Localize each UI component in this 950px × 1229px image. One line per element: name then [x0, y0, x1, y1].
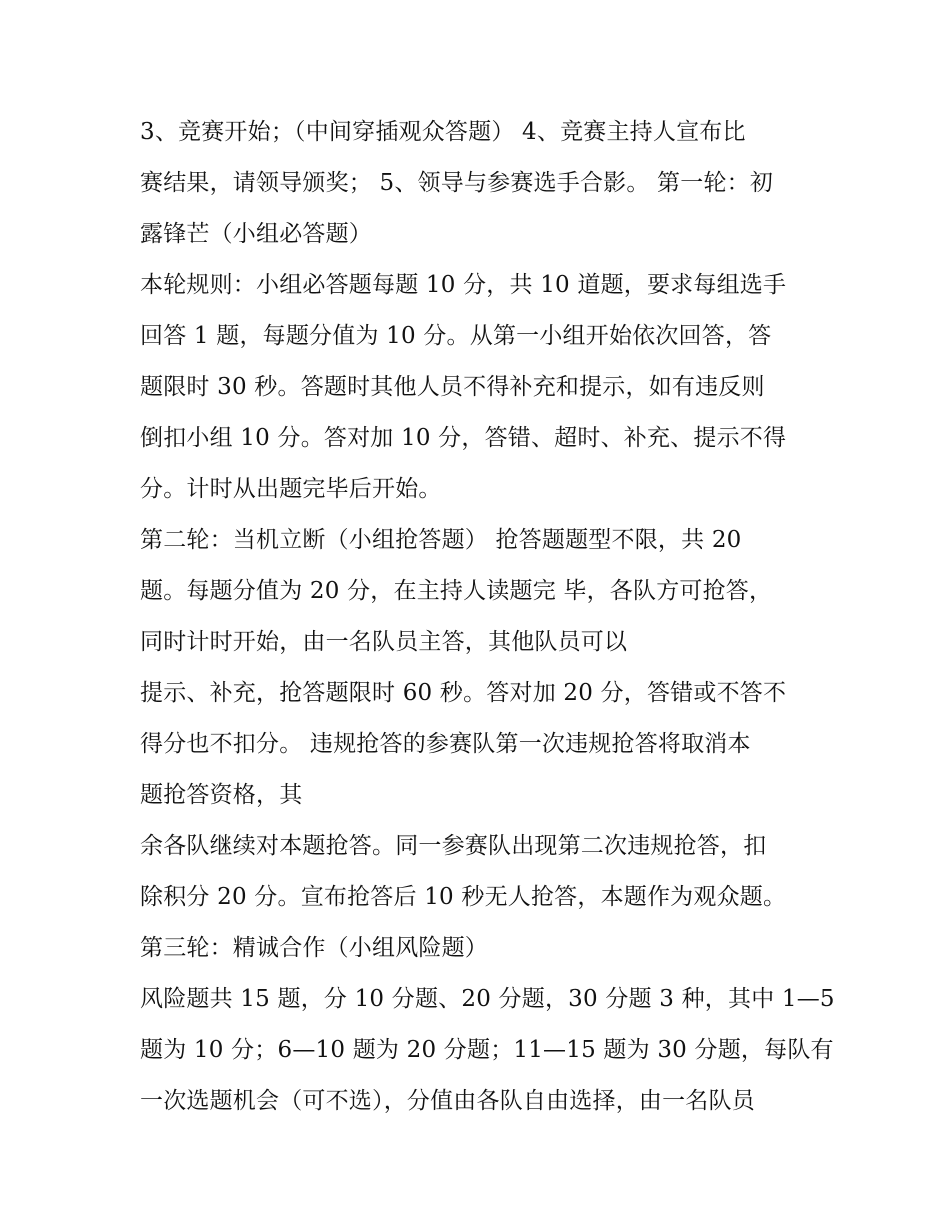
text-line: 除积分 20 分。宣布抢答后 10 秒无人抢答，本题作为观众题。 [140, 884, 787, 910]
text-line: 题为 10 分；6—10 题为 20 分题；11—15 题为 30 分题，每队有 [140, 1037, 834, 1063]
text-line: 分。计时从出题完毕后开始。 [140, 476, 442, 502]
text-line: 一次选题机会（可不选），分值由各队自由选择，由一名队员 [140, 1088, 755, 1114]
text-line: 题限时 30 秒。答题时其他人员不得补充和提示，如有违反则 [140, 374, 765, 400]
text-line: 风险题共 15 题，分 10 分题、20 分题，30 分题 3 种，其中 1—5 [140, 986, 835, 1012]
text-line: 同时计时开始，由一名队员主答，其他队员可以 [140, 629, 628, 655]
text-line: 题。每题分值为 20 分，在主持人读题完 毕，各队方可抢答， [140, 578, 773, 604]
text-line: 本轮规则：小组必答题每题 10 分，共 10 道题，要求每组选手 [140, 272, 787, 298]
text-line: 得分也不扣分。 违规抢答的参赛队第一次违规抢答将取消本 [140, 731, 751, 757]
text-line: 第三轮：精诚合作（小组风险题） [140, 935, 488, 961]
text-line: 回答 1 题，每题分值为 10 分。从第一小组开始依次回答，答 [140, 323, 772, 349]
text-line: 露锋芒（小组必答题） [140, 221, 372, 247]
text-line: 赛结果，请领导颁奖； 5、领导与参赛选手合影。 第一轮：初 [140, 170, 774, 196]
text-line: 倒扣小组 10 分。答对加 10 分，答错、超时、补充、提示不得 [140, 425, 787, 451]
text-line: 3、竞赛开始；（中间穿插观众答题） 4、竞赛主持人宣布比 [140, 119, 746, 145]
text-line: 第二轮：当机立断（小组抢答题） 抢答题题型不限，共 20 [140, 527, 742, 553]
text-line: 余各队继续对本题抢答。同一参赛队出现第二次违规抢答，扣 [140, 833, 767, 859]
document-body [140, 107, 835, 1127]
text-line: 题抢答资格，其 [140, 782, 303, 808]
text-line: 提示、补充，抢答题限时 60 秒。答对加 20 分，答错或不答不 [140, 680, 787, 706]
